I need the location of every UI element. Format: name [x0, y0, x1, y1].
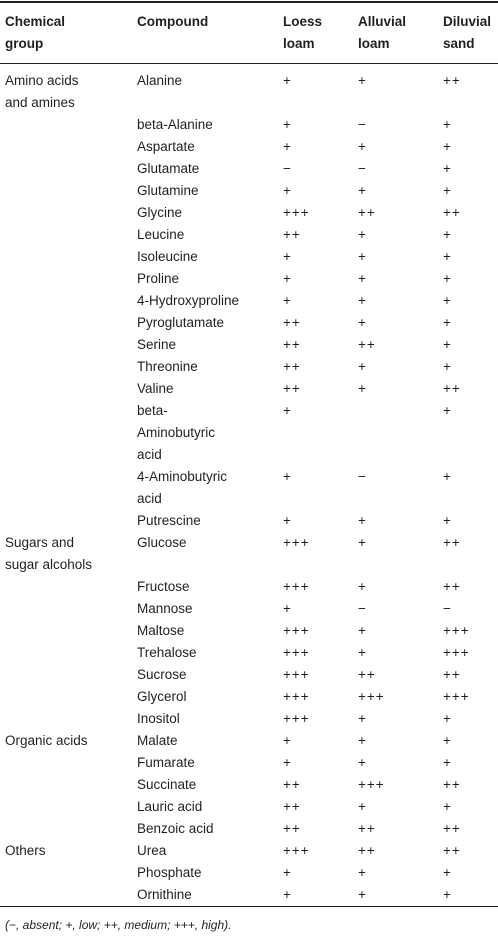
diluvial-value: + — [443, 293, 452, 308]
loess-value: +++ — [283, 623, 310, 638]
compound-name: Mannose — [137, 601, 193, 616]
compound-name: 4-Hydroxyproline — [137, 293, 240, 308]
alluvial-value: + — [358, 73, 367, 88]
loess-value: +++ — [283, 535, 310, 550]
alluvial-value: + — [358, 183, 367, 198]
diluvial-value: ++ — [443, 667, 461, 682]
diluvial-value: + — [443, 887, 452, 902]
loess-value: + — [283, 755, 292, 770]
loess-value: ++ — [283, 337, 301, 352]
compound-name: Succinate — [137, 777, 197, 792]
header-chemical-group: Chemical group — [5, 14, 66, 51]
compound-name: Sucrose — [137, 667, 187, 682]
diluvial-value: ++ — [443, 777, 461, 792]
compound-name: Glycine — [137, 205, 183, 220]
compound-name: Fumarate — [137, 755, 195, 770]
loess-value: +++ — [283, 579, 310, 594]
diluvial-value: − — [443, 601, 452, 616]
compound-name: Threonine — [137, 359, 198, 374]
alluvial-value: + — [358, 315, 367, 330]
diluvial-value: + — [443, 249, 452, 264]
compound-name: Aminobutyric — [137, 425, 216, 440]
loess-value: +++ — [283, 689, 310, 704]
alluvial-value: + — [358, 711, 367, 726]
diluvial-value: + — [443, 755, 452, 770]
alluvial-value: + — [358, 865, 367, 880]
compound-name: Serine — [137, 337, 177, 352]
compound-name: Benzoic acid — [137, 821, 214, 836]
diluvial-value: +++ — [443, 689, 470, 704]
alluvial-value: + — [358, 381, 367, 396]
loess-value: − — [283, 161, 292, 176]
compound-name: beta-Alanine — [137, 117, 213, 132]
compound-name: acid — [137, 491, 162, 506]
loess-value: +++ — [283, 205, 310, 220]
diluvial-value: ++ — [443, 535, 461, 550]
compound-name: Glucose — [137, 535, 187, 550]
diluvial-value: + — [443, 271, 452, 286]
loess-value: + — [283, 601, 292, 616]
header-loess-loam: Loess loam — [283, 14, 323, 51]
alluvial-value: + — [358, 293, 367, 308]
diluvial-value: + — [443, 359, 452, 374]
diluvial-value: + — [443, 403, 452, 418]
diluvial-value: ++ — [443, 205, 461, 220]
diluvial-value: ++ — [443, 821, 461, 836]
chemical-group-label: sugar alcohols — [5, 557, 93, 572]
loess-value: +++ — [283, 645, 310, 660]
loess-value: + — [283, 73, 292, 88]
compound-name: 4-Aminobutyric — [137, 469, 228, 484]
alluvial-value: + — [358, 799, 367, 814]
alluvial-value: ++ — [358, 337, 376, 352]
diluvial-value: + — [443, 799, 452, 814]
chemical-group-label: and amines — [5, 95, 75, 110]
chemical-group-label: Amino acids — [5, 73, 79, 88]
diluvial-value: + — [443, 733, 452, 748]
diluvial-value: + — [443, 139, 452, 154]
loess-value: ++ — [283, 799, 301, 814]
diluvial-value: + — [443, 513, 452, 528]
alluvial-value: + — [358, 755, 367, 770]
loess-value: ++ — [283, 359, 301, 374]
diluvial-value: ++ — [443, 73, 461, 88]
alluvial-value: + — [358, 535, 367, 550]
header-compound: Compound — [137, 14, 209, 29]
alluvial-value: ++ — [358, 821, 376, 836]
alluvial-value: ++ — [358, 667, 376, 682]
alluvial-value: + — [358, 733, 367, 748]
chemical-group-label: Organic acids — [5, 733, 88, 748]
diluvial-value: +++ — [443, 645, 470, 660]
alluvial-value: ++ — [358, 843, 376, 858]
diluvial-value: ++ — [443, 381, 461, 396]
compound-name: Glutamine — [137, 183, 199, 198]
table-bottom-rule — [0, 906, 498, 907]
loess-value: + — [283, 887, 292, 902]
loess-value: + — [283, 513, 292, 528]
loess-value: ++ — [283, 227, 301, 242]
loess-value: +++ — [283, 667, 310, 682]
loess-value: + — [283, 293, 292, 308]
alluvial-value: + — [358, 645, 367, 660]
compound-name: Pyroglutamate — [137, 315, 225, 330]
compound-name: Leucine — [137, 227, 185, 242]
loess-value: ++ — [283, 315, 301, 330]
table-top-rule — [0, 1, 498, 3]
loess-value: ++ — [283, 821, 301, 836]
loess-value: + — [283, 469, 292, 484]
table-footnote: (−, absent; +, low; ++, medium; +++, high). — [5, 918, 232, 932]
alluvial-value: − — [358, 161, 367, 176]
loess-value: + — [283, 139, 292, 154]
alluvial-value: + — [358, 359, 367, 374]
alluvial-value: +++ — [358, 777, 385, 792]
compound-name: Alanine — [137, 73, 183, 88]
compound-name: Valine — [137, 381, 174, 396]
loess-value: ++ — [283, 381, 301, 396]
compound-name: Urea — [137, 843, 167, 858]
diluvial-value: + — [443, 469, 452, 484]
compound-name: Phosphate — [137, 865, 202, 880]
diluvial-value: +++ — [443, 623, 470, 638]
chemical-group-label: Others — [5, 843, 46, 858]
alluvial-value: + — [358, 623, 367, 638]
compound-name: Aspartate — [137, 139, 195, 154]
compound-name: Glycerol — [137, 689, 187, 704]
alluvial-value: + — [358, 249, 367, 264]
diluvial-value: + — [443, 337, 452, 352]
diluvial-value: + — [443, 161, 452, 176]
loess-value: +++ — [283, 711, 310, 726]
alluvial-value: + — [358, 227, 367, 242]
diluvial-value: + — [443, 315, 452, 330]
alluvial-value: ++ — [358, 205, 376, 220]
diluvial-value: ++ — [443, 843, 461, 858]
compound-name: Maltose — [137, 623, 185, 638]
diluvial-value: + — [443, 183, 452, 198]
compound-name: Lauric acid — [137, 799, 203, 814]
header-diluvial-sand: Diluvial sand — [443, 14, 492, 51]
compound-name: beta- — [137, 403, 168, 418]
diluvial-value: + — [443, 227, 452, 242]
chemical-group-label: Sugars and — [5, 535, 75, 550]
loess-value: + — [283, 117, 292, 132]
diluvial-value: + — [443, 711, 452, 726]
alluvial-value: − — [358, 601, 367, 616]
loess-value: + — [283, 733, 292, 748]
loess-value: ++ — [283, 777, 301, 792]
header-rule — [0, 63, 498, 64]
compound-name: Glutamate — [137, 161, 200, 176]
loess-value: + — [283, 865, 292, 880]
loess-value: + — [283, 271, 292, 286]
compound-name: Trehalose — [137, 645, 197, 660]
compound-name: Proline — [137, 271, 180, 286]
alluvial-value: + — [358, 139, 367, 154]
compound-name: Malate — [137, 733, 178, 748]
diluvial-value: ++ — [443, 579, 461, 594]
alluvial-value: + — [358, 887, 367, 902]
diluvial-value: + — [443, 865, 452, 880]
alluvial-value: + — [358, 579, 367, 594]
header-alluvial-loam: Alluvial loam — [358, 14, 407, 51]
compound-name: Isoleucine — [137, 249, 198, 264]
compound-name: Fructose — [137, 579, 190, 594]
alluvial-value: +++ — [358, 689, 385, 704]
alluvial-value: + — [358, 513, 367, 528]
loess-value: +++ — [283, 843, 310, 858]
loess-value: + — [283, 183, 292, 198]
alluvial-value: + — [358, 271, 367, 286]
loess-value: + — [283, 249, 292, 264]
compound-name: Ornithine — [137, 887, 192, 902]
compound-name: Inositol — [137, 711, 180, 726]
alluvial-value: − — [358, 117, 367, 132]
compound-name: acid — [137, 447, 162, 462]
compound-name: Putrescine — [137, 513, 201, 528]
diluvial-value: + — [443, 117, 452, 132]
loess-value: + — [283, 403, 292, 418]
alluvial-value: − — [358, 469, 367, 484]
